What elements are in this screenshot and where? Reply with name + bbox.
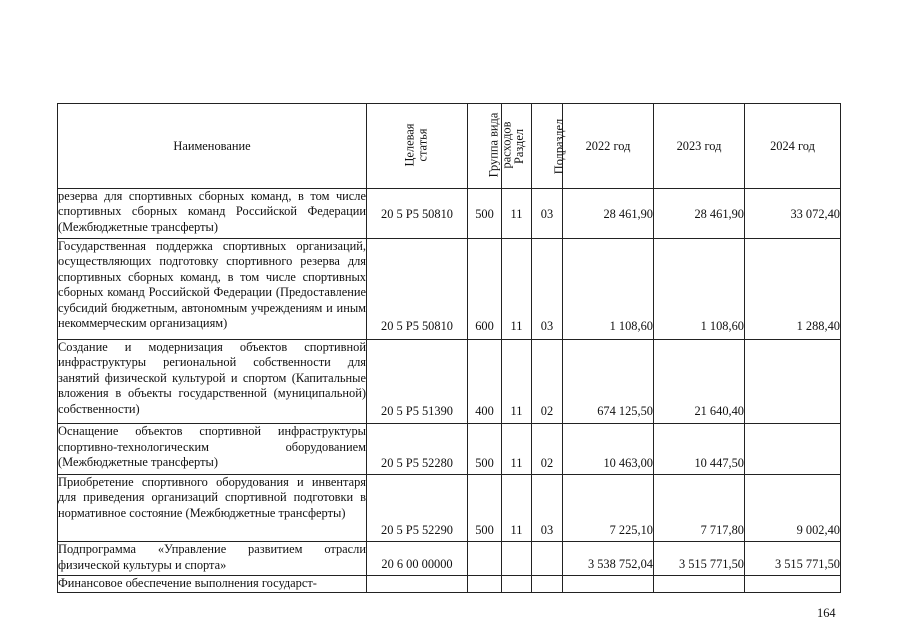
row-target-article: 20 5 P5 51390	[367, 339, 468, 423]
row-section: 11	[502, 424, 532, 475]
row-section: 11	[502, 189, 532, 239]
row-target-article: 20 6 00 00000	[367, 542, 468, 576]
row-value-2022: 10 463,00	[563, 424, 654, 475]
row-expense-group	[468, 542, 502, 576]
row-target-article: 20 5 P5 50810	[367, 238, 468, 339]
row-value-2022: 674 125,50	[563, 339, 654, 423]
row-subsection	[532, 575, 563, 592]
row-subsection: 02	[532, 424, 563, 475]
header-2024: 2024 год	[745, 104, 841, 189]
row-value-2022	[563, 575, 654, 592]
row-target-article: 20 5 P5 50810	[367, 189, 468, 239]
row-expense-group: 500	[468, 474, 502, 541]
page-number: 164	[817, 606, 836, 620]
row-value-2023: 10 447,50	[654, 424, 745, 475]
table-row	[58, 189, 841, 239]
row-value-2024: 33 072,40	[745, 189, 841, 239]
table-row	[58, 575, 841, 592]
header-2022: 2022 год	[563, 104, 654, 189]
row-value-2023: 1 108,60	[654, 238, 745, 339]
row-value-2022: 1 108,60	[563, 238, 654, 339]
row-value-2023	[654, 575, 745, 592]
row-name: Подпрограмма «Управление развитием отрасли физической культуры и спорта»	[58, 542, 367, 576]
row-name: Приобретение спортивного оборудования и инвентаря для приведения организаций спортивной подготовки в нормативное состояние (Межбюджетные трансферты)	[58, 474, 367, 541]
row-subsection: 03	[532, 189, 563, 239]
table-row	[58, 474, 841, 541]
row-expense-group: 500	[468, 189, 502, 239]
row-expense-group: 500	[468, 424, 502, 475]
row-target-article	[367, 575, 468, 592]
row-expense-group	[468, 575, 502, 592]
budget-table	[57, 103, 841, 593]
row-value-2023: 28 461,90	[654, 189, 745, 239]
row-subsection: 02	[532, 339, 563, 423]
row-section: 11	[502, 339, 532, 423]
row-target-article: 20 5 P5 52280	[367, 424, 468, 475]
row-subsection: 03	[532, 474, 563, 541]
row-value-2023: 21 640,40	[654, 339, 745, 423]
header-2023: 2023 год	[654, 104, 745, 189]
row-value-2024: 1 288,40	[745, 238, 841, 339]
header-section: Раздел	[502, 104, 532, 189]
table-row	[58, 424, 841, 475]
row-value-2024: 3 515 771,50	[745, 542, 841, 576]
header-subsection: Подраздел	[532, 104, 563, 189]
row-value-2022: 3 538 752,04	[563, 542, 654, 576]
row-subsection	[532, 542, 563, 576]
row-section: 11	[502, 474, 532, 541]
table-body	[58, 189, 841, 593]
row-section	[502, 542, 532, 576]
row-value-2022: 28 461,90	[563, 189, 654, 239]
table-row	[58, 238, 841, 339]
row-value-2024	[745, 575, 841, 592]
row-value-2023: 3 515 771,50	[654, 542, 745, 576]
row-name: Финансовое обеспечение выполнения государст-	[58, 575, 367, 592]
table-row	[58, 339, 841, 423]
row-section	[502, 575, 532, 592]
table-row	[58, 542, 841, 576]
table-header-row	[58, 104, 841, 189]
row-value-2024: 9 002,40	[745, 474, 841, 541]
row-expense-group: 400	[468, 339, 502, 423]
row-name: Оснащение объектов спортивной инфраструктуры спортивно-технологическим оборудованием (Межбюджетные трансферты)	[58, 424, 367, 475]
row-subsection: 03	[532, 238, 563, 339]
row-target-article: 20 5 P5 52290	[367, 474, 468, 541]
row-name: Создание и модернизация объектов спортивной инфраструктуры региональной собственности для занятий физической культурой и спортом (Капитальные вложения в объекты государственной (муниципальной) собственности)	[58, 339, 367, 423]
row-name: Государственная поддержка спортивных организаций, осуществляющих подготовку спортивного резерва для спортивных сборных команд, в том числе спортивных сборных команд Российской Федерации (Предоставление субсидий бюджетным, автономным учреждениям и иным некоммерческим организациям)	[58, 238, 367, 339]
row-value-2024	[745, 339, 841, 423]
header-name: Наименование	[58, 104, 367, 189]
row-value-2024	[745, 424, 841, 475]
header-target-article: Целевая статья	[367, 104, 468, 189]
row-name: резерва для спортивных сборных команд, в том числе спортивных сборных команд Российской Федерации (Межбюджетные трансферты)	[58, 189, 367, 239]
row-section: 11	[502, 238, 532, 339]
row-expense-group: 600	[468, 238, 502, 339]
row-value-2023: 7 717,80	[654, 474, 745, 541]
header-expense-group: Группа вида расходов	[468, 104, 502, 189]
row-value-2022: 7 225,10	[563, 474, 654, 541]
